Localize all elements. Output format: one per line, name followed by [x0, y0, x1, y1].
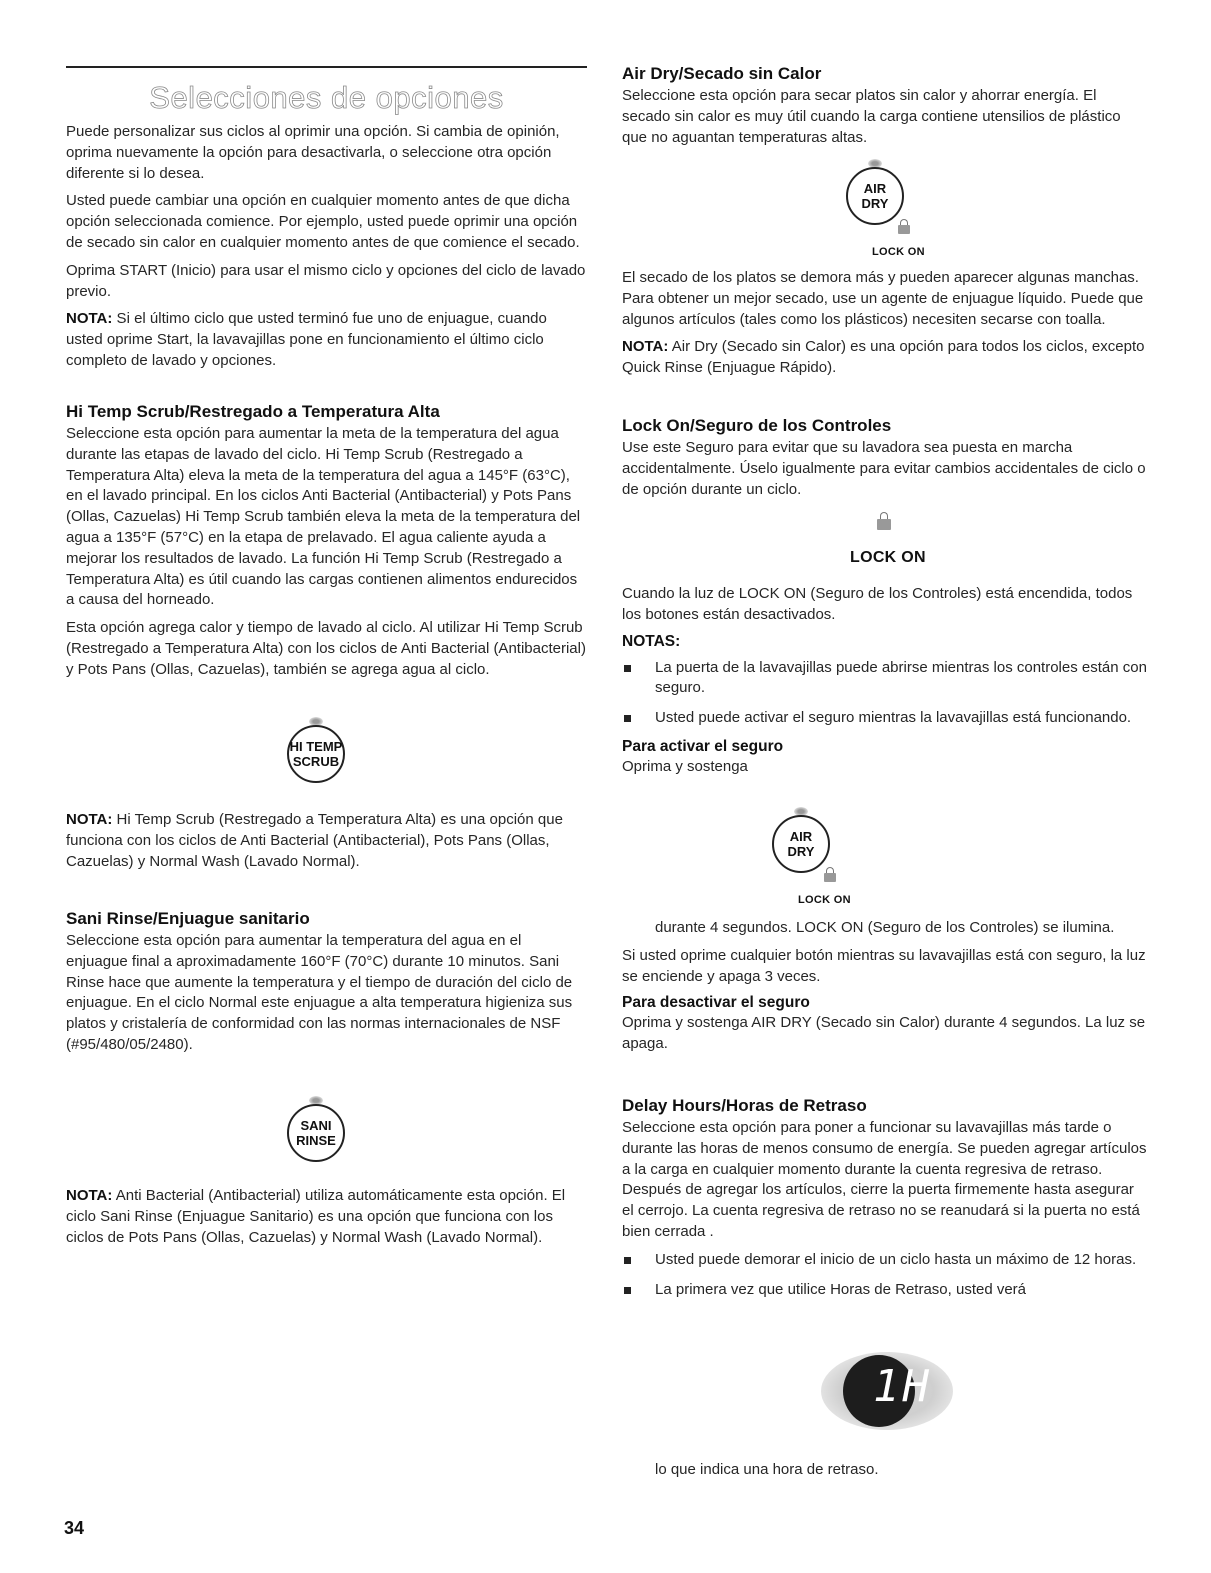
lock-on-paragraph-2: Cuando la luz de LOCK ON (Seguro de los Controles) está encendida, todos los botones están desactivados. — [622, 585, 1133, 623]
intro-paragraph-1: Puede personalizar sus ciclos al oprimir una opción. Si cambia de opinión, oprima nuevamente la opción para desactivarla, o seleccione otra opción diferente si lo desea. — [66, 123, 560, 182]
lock-on-label: LOCK ON — [798, 894, 851, 906]
lock-on-heading: Lock On/Seguro de los Controles — [622, 416, 892, 435]
delay-list — [622, 1250, 1148, 1301]
delay-display-icon — [821, 1352, 953, 1430]
lock-icon — [898, 219, 910, 233]
lock-icon — [877, 512, 891, 530]
lock-on-label: LOCK ON — [850, 549, 926, 566]
intro-paragraph-2: Usted puede cambiar una opción en cualquier momento antes de que dicha opción seleccionada comience. Por ejemplo, usted puede oprimir una opción de secado sin calor en cualquier momento antes de que comience el secado. — [66, 192, 580, 251]
hi-temp-heading: Hi Temp Scrub/Restregado a Temperatura Alta — [66, 402, 440, 421]
after-display-text: lo que indica una hora de retraso. — [655, 1461, 879, 1478]
display-digits: 1H — [873, 1361, 932, 1412]
air-dry-paragraph-1: Seleccione esta opción para secar platos sin calor y ahorrar energía. El secado sin calor es muy útil cuando la carga contiene utensilios de plástico que no aguantan temperaturas altas. — [622, 87, 1121, 146]
button-label-line2: SCRUB — [292, 754, 340, 769]
sani-rinse-heading: Sani Rinse/Enjuague sanitario — [66, 909, 310, 928]
hi-temp-paragraph-2: Esta opción agrega calor y tiempo de lavado al ciclo. Al utilizar Hi Temp Scrub (Restregado a Temperatura Alta) con los ciclos de Anti Bacterial (Antibacterial) y Pots Pans (Ollas, Cazuelas), también se agrega agua al ciclo. — [66, 619, 586, 678]
page-title: Selecciones de opciones — [149, 80, 504, 115]
nota-label: NOTA: — [622, 338, 669, 356]
button-label-line1: AIR — [789, 829, 813, 844]
notas-label: NOTAS: — [622, 632, 681, 650]
list-item: Usted puede activar el seguro mientras la lavavajillas está funcionando. — [622, 708, 1148, 729]
desactivar-text: Oprima y sostenga AIR DRY (Secado sin Calor) durante 4 segundos. La luz se apaga. — [622, 1014, 1146, 1053]
air-dry-paragraph-2: El secado de los platos se demora más y pueden aparecer algunas manchas. Para obtener un mejor secado, use un agente de enjuague líquido. Puede que algunos artículos (tales como los plásticos) necesiten secarse con toalla. — [622, 269, 1144, 328]
lock-on-label: LOCK ON — [872, 246, 925, 258]
top-rule — [66, 66, 587, 68]
nota-text: Hi Temp Scrub (Restregado a Temperatura Alta) es una opción que funciona con los ciclos de Anti Bacterial (Antibacterial), Pots Pans (Ollas, Cazuelas) y Normal Wash (Lavado Normal). — [66, 811, 563, 870]
button-label-line2: DRY — [787, 844, 815, 859]
delay-hours-section — [622, 1096, 1148, 1309]
nota-text: Si el último ciclo que usted terminó fue uno de enjuague, cuando usted oprime Start, la lavavajillas pone en funcionamiento el último ciclo completo de lavado y opciones. — [66, 310, 547, 369]
lock-on-activation — [622, 918, 1148, 1062]
lock-on-paragraph-3: Si usted oprime cualquier botón mientras su lavavajillas está con seguro, la luz se enciende y apaga 3 veces. — [622, 946, 1146, 985]
intro-paragraph-3: Oprima START (Inicio) para usar el mismo ciclo y opciones del ciclo de lavado previo. — [66, 261, 586, 300]
durante-text: durante 4 segundos. LOCK ON (Seguro de los Controles) se ilumina. — [655, 919, 1115, 936]
list-item: Usted puede demorar el inicio de un ciclo hasta un máximo de 12 horas. — [622, 1250, 1148, 1271]
nota-label: NOTA: — [66, 310, 113, 328]
nota-label: NOTA: — [66, 1187, 113, 1204]
page-number: 34 — [64, 1518, 85, 1538]
intro-section — [66, 122, 586, 379]
sani-rinse-nota — [66, 1186, 586, 1255]
delay-after — [622, 1460, 1148, 1488]
lock-on-paragraph-1: Use este Seguro para evitar que su lavadora sea puesta en marcha accidentalmente. Úselo igualmente para evitar cambios accidentales de ciclo o de opción durante un ciclo. — [622, 439, 1146, 498]
button-label-line1: SANI — [300, 1118, 332, 1133]
desactivar-heading: Para desactivar el seguro — [622, 994, 810, 1012]
delay-hours-heading: Delay Hours/Horas de Retraso — [622, 1096, 867, 1115]
air-dry-section — [622, 64, 1148, 155]
lock-on-details — [622, 584, 1148, 785]
sani-rinse-section — [66, 909, 586, 1063]
notas-list — [622, 658, 1148, 729]
air-dry-details — [622, 268, 1148, 386]
activar-heading: Para activar el seguro — [622, 737, 784, 755]
nota-label: NOTA: — [66, 811, 113, 828]
activar-text: Oprima y sostenga — [622, 757, 748, 775]
list-item: La puerta de la lavavajillas puede abrirse mientras los controles están con seguro. — [622, 658, 1148, 700]
button-label-line2: RINSE — [296, 1133, 336, 1148]
lock-icon — [824, 867, 836, 881]
air-dry-heading: Air Dry/Secado sin Calor — [622, 64, 822, 83]
hi-temp-paragraph-1: Seleccione esta opción para aumentar la meta de la temperatura del agua durante las etapas de lavado del ciclo. Hi Temp Scrub (Restregado a Temperatura Alta) eleva la meta de la temperatura del agua a 145°F (63°C), en el lavado principal. En los ciclos Anti Bacterial (Antibacterial) y Pots Pans (Ollas, Cazuelas) Hi Temp Scrub también eleva la meta de la temperatura del agua a 135°F (57°C) en la etapa de prelavado. El agua caliente ayuda a mejorar los resultados de lavado. La función Hi Temp Scrub (Restregado a Temperatura Alta) es útil cuando las cargas contienen alimentos endurecidos a causa del horneado. — [66, 425, 581, 609]
nota-paragraph — [66, 309, 586, 371]
list-item: La primera vez que utilice Horas de Retraso, usted verá — [622, 1280, 1148, 1301]
nota-text: Anti Bacterial (Antibacterial) utiliza automáticamente esta opción. El ciclo Sani Rinse (Enjuague Sanitario) es una opción que funciona con los ciclos de Pots Pans (Ollas, Cazuelas) y Normal Wash (Lavado Normal). — [66, 1187, 566, 1246]
sani-rinse-paragraph: Seleccione esta opción para aumentar la temperatura del agua en el enjuague final a aproximadamente 160°F (70°C) durante 10 minutos. Sani Rinse hace que aumente la temperatura y el tiempo de duración del ciclo de enjuague. En el ciclo Normal este enjuague a alta temperatura higieniza sus platos y cristalería de conformidad con las normas internacionales de NSF (#95/480/05/2480). — [66, 932, 573, 1053]
hi-temp-nota — [66, 810, 586, 879]
button-label-line1: HI TEMP — [289, 739, 343, 754]
button-label-line2: DRY — [861, 196, 889, 211]
nota-text: Air Dry (Secado sin Calor) es una opción para todos los ciclos, excepto Quick Rinse (Enjuague Rápido). — [622, 338, 1145, 377]
hi-temp-section — [66, 402, 586, 688]
button-label-line1: AIR — [863, 181, 887, 196]
delay-hours-paragraph: Seleccione esta opción para poner a funcionar su lavavajillas más tarde o durante las horas de menos consumo de energía. Se pueden agregar artículos a la carga en cualquier momento durante la cuenta regresiva de retraso. Después de agregar los artículos, cierre la puerta firmemente hasta asegurar el cerrojo. La cuenta regresiva de retraso no se reanudará si la puerta no está bien cerrada . — [622, 1119, 1147, 1240]
lock-on-section — [622, 416, 1148, 507]
